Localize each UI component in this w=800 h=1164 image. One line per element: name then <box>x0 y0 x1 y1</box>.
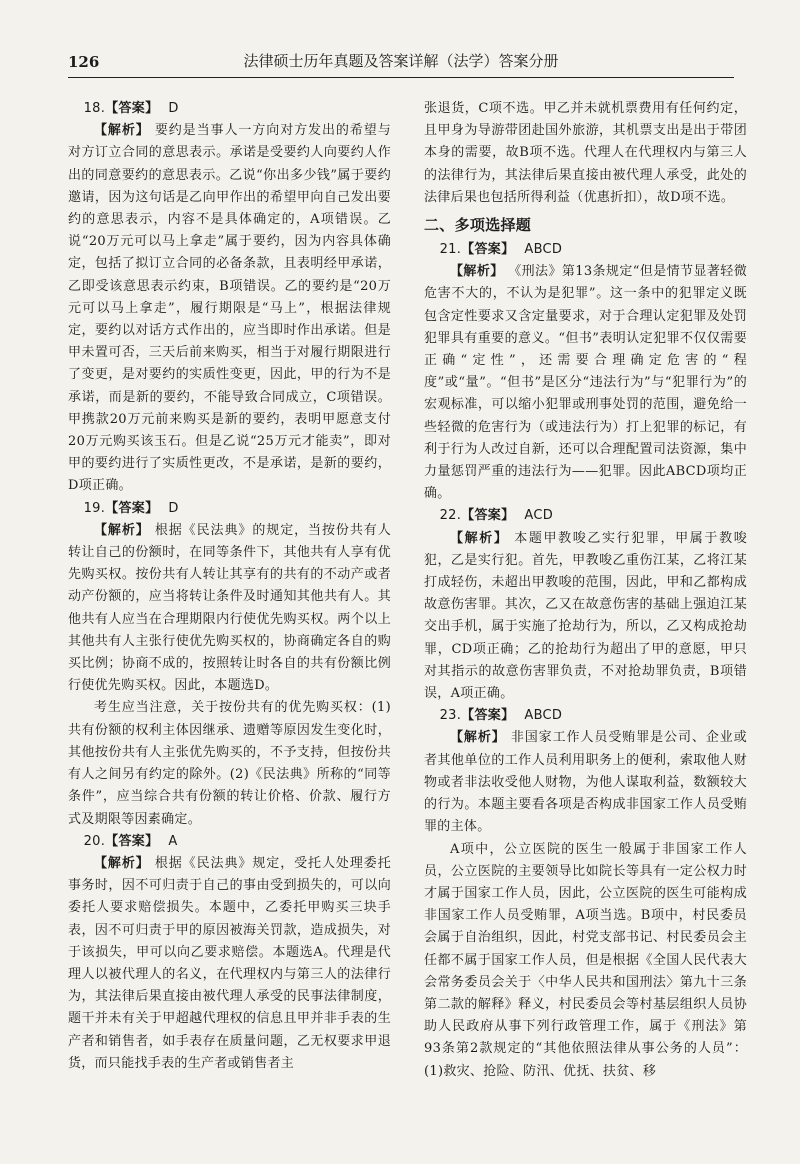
section-title: 二、多项选择题 <box>424 216 532 235</box>
q20-answer-line: 20.【答案】 A <box>83 833 178 849</box>
q20-analysis: 【解析】 根据《民法典》规定，受托人处理委托事务时，因不可归责于自己的事由受到损失的，可以向委托人要求赔偿损失。本题中，乙委托甲购买三块手表，因不可归责于甲的原因被海关罚款，造成损失，对于该损失，甲可以向乙要求赔偿。本题选A。代理是代理人以被代理人的名义，在代理权内与第三人的法律行为，其法律后果直接由被代理人承受的民事法律制度，题干并未有关于甲超越代理权的信息且甲并非手表的生产者和销售者，如手表存在质量问题，乙无权要求甲退货，而只能找手表的生产者或销售者主 <box>68 855 391 1071</box>
q23-analysis-paragraph-2: A项中，公立医院的医生一般属于非国家工作人员，公立医院的主要领导比如院长等具有一定公权力时才属于国家工作人员，因此，公立医院的医生可能构成非国家工作人员受贿罪，A项当选。B项中，村民委员会属于自治组织，因此，村党支部书记、村民委员会主任都不属于国家工作人员，但是根据《全国人民代表大会常务委员会关于〈中华人民共和国刑法〉第九十三条第二款的解释》释义，村民委员会等村基层组织人员协助人民政府从事下列行政管理工作，属于《刑法》第93条第2款规定的“其他依照法律从事公务的人员”：(1)救灾、抢险、防汛、优抚、扶贫、移 <box>424 841 747 1079</box>
q22-answer-line: 22.【答案】 ACD <box>439 508 554 524</box>
q21-analysis: 【解析】 《刑法》第13条规定“但是情节显著轻微危害不大的，不认为是犯罪”。这一条中的犯罪定义既包含定性要求又含定量要求，对于合理认定犯罪及处罚犯罪具有重要的意义。“但书”表明认定犯罪不仅仅需要正确“定性”，还需要合理确定危害的“程度”或“量”。“但书”是区分“违法行为”与“犯罪行为”的宏观标准，可以缩小犯罪或刑事处罚的范围，避免给一些轻微的危害行为（或违法行为）打上犯罪的标记，有利于行为人改过自新，还可以合理配置司法资源，集中力量惩罚严重的违法行为——犯罪。因此ABCD项均正确。 <box>424 264 747 502</box>
right-column <box>424 98 747 1148</box>
q18-analysis: 【解析】 要约是当事人一方向对方发出的希望与对方订立合同的意思表示。承诺是受要约人向要约人作出的同意要约的意思表示。乙说“你出多少钱”属于要约邀请，因为这句话是乙向甲作出的希望甲向自己发出要约的意思表示，内容不是具体确定的，A项错误。乙说“20万元可以马上拿走”属于要约，因为内容具体确定，包括了拟订立合同的必备条款，且表明经甲承诺，乙即受该意思表示约束，B项错误。乙的要约是“20万元可以马上拿走”，履行期限是“马上”，根据法律规定，要约以对话方式作出的，应当即时作出承诺。但是甲未置可否，三天后前来购买，相当于对履行期限进行了变更，是对要约的实质性变更，因此，甲的行为不是承诺，而是新的要约，不能导致合同成立，C项错误。甲携款20万元前来购买是新的要约，表明甲愿意支付20万元购买该玉石。但是乙说“25万元才能卖”，即对甲的要约进行了实质性更改，不是承诺，是新的要约，D项正确。 <box>68 123 391 494</box>
q19-analysis: 【解析】 根据《民法典》的规定，当按份共有人转让自己的份额时，在同等条件下，其他共有人享有优先购买权。按份共有人转让其享有的共有的不动产或者动产份额的，应当将转让条件及时通知其他共有人。其他共有人应当在合理期限内行使优先购买权。两个以上其他共有人主张行使优先购买权的，协商确定各自的购买比例；协商不成的，按照转让时各自的共有份额比例行使优先购买权。因此，本题选D。 <box>68 522 391 694</box>
q19-note: 考生应当注意，关于按份共有的优先购买权：(1)共有份额的权利主体因继承、遗赠等原因发生变化时，其他按份共有人主张优先购买的，不予支持，但按份共有人之间另有约定的除外。(2)《民法典》所称的“同等条件”，应当综合共有份额的转让价格、价款、履行方式及期限等因素确定。 <box>68 700 391 827</box>
q19-answer-line: 19.【答案】 D <box>83 500 179 516</box>
q23-analysis: 【解析】 非国家工作人员受贿罪是公司、企业或者其他单位的工作人员利用职务上的便利，索取他人财物或者非法收受他人财物，为他人谋取利益，数额较大的行为。本题主要看各项是否构成非国家工作人员受贿罪的主体。 <box>424 730 747 835</box>
q21-answer-line: 21.【答案】 ABCD <box>439 242 563 258</box>
running-header <box>68 38 734 78</box>
q18-answer-line: 18.【答案】 D <box>83 101 179 116</box>
left-column <box>68 98 391 1148</box>
page-number: 126 <box>68 53 100 71</box>
q22-analysis: 【解析】 本题甲教唆乙实行犯罪，甲属于教唆犯，乙是实行犯。首先，甲教唆乙重伤江某，乙将江某打成轻伤，未超出甲教唆的范围，因此，甲和乙都构成故意伤害罪。其次，乙又在故意伤害的基础上强迫江某交出手机，属于实施了抢劫行为，所以，乙又构成抢劫罪，CD项正确；乙的抢劫行为超出了甲的意愿，甲只对其指示的故意伤害罪负责，不对抢劫罪负责，B项错误，A项正确。 <box>424 530 747 702</box>
q20-analysis-continued: 张退货，C项不选。甲乙并未就机票费用有任何约定，且甲身为导游带团赴国外旅游，其机票支出是出于带团本身的需要，故B项不选。代理人在代理权内与第三人的法律行为，其法律后果直接由被代理人承受，此处的法律后果也包括所得利益（优惠折扣），故D项不选。 <box>424 101 747 205</box>
q23-answer-line: 23.【答案】 ABCD <box>439 708 563 724</box>
running-title: 法律硕士历年真题及答案详解（法学）答案分册 <box>243 52 559 70</box>
